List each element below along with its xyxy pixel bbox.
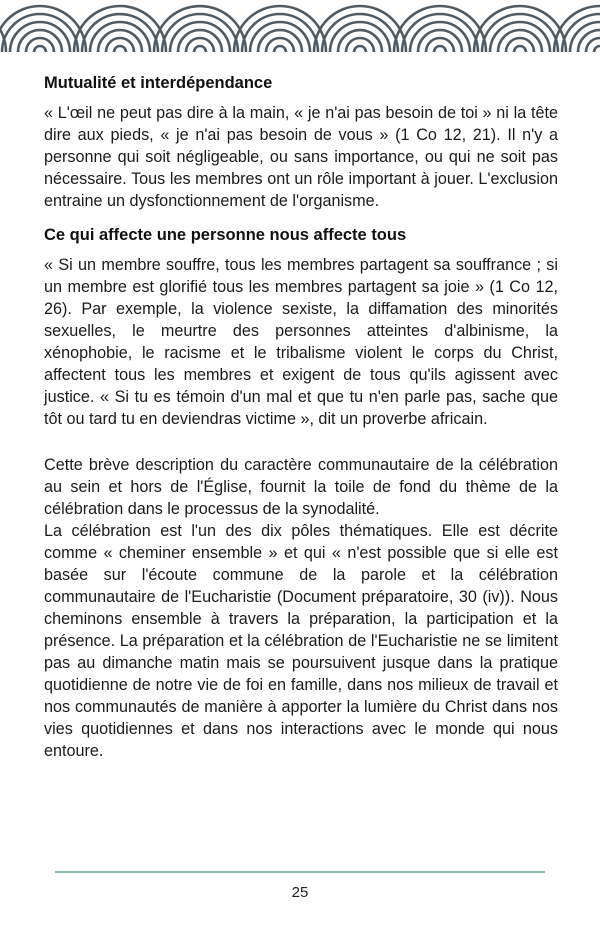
pattern-arc <box>98 30 142 52</box>
decorative-header-pattern <box>0 0 600 52</box>
pattern-arc <box>178 30 222 52</box>
pattern-arc <box>354 46 366 52</box>
pattern-arc <box>34 46 46 52</box>
pattern-arc <box>498 30 542 52</box>
pattern-arc <box>594 46 600 52</box>
section-heading-affecte: Ce qui affecte une personne nous affecte tous <box>44 226 407 244</box>
section-text-mutualite: « L'œil ne peut pas dire à la main, « je n'ai pas besoin de toi » ni la tête dire aux pieds, « je n'ai pas besoin de vous » (1 Co 12, 21). Il n'y a personne qui soit négligeable, ou sans importance, ou qui ne soit pas nécessaire. Tous les membres ont un rôle important à jouer. L'exclusion entraine un dysfonctionnement de l'organisme. <box>44 104 558 210</box>
pattern-arc <box>338 30 382 52</box>
pattern-arc <box>18 30 62 52</box>
closing-paragraph-2: La célébration est l'un des dix pôles thématiques. Elle est décrite comme « cheminer ensemble » et qui « n'est possible que si elle est basée sur l'écoute commune de la parole et la célébration communautaire de l'Eucharistie (Document préparatoire, 30 (iv)). Nous cheminons ensemble à travers la préparation, la participation et la présence. La préparation et la célébration de l'Eucharistie ne se limitent pas au dimanche matin mais se poursuivent jusque dans la pratique quotidienne de notre vie de foi en famille, dans nos milieux de travail et nos communautés de manière à apporter la lumière du Christ dans nos vies quotidiennes et dans nos interactions avec le monde qui nous entoure. <box>44 522 558 760</box>
pattern-arc <box>418 30 462 52</box>
concentric-arcs-pattern <box>0 0 600 52</box>
pattern-arc <box>434 46 446 52</box>
pattern-arc <box>114 46 126 52</box>
footer-rule <box>55 871 545 873</box>
pattern-arc <box>194 46 206 52</box>
section-heading-mutualite: Mutualité et interdépendance <box>44 74 273 92</box>
pattern-arc <box>578 30 600 52</box>
section-text-affecte: « Si un membre souffre, tous les membres partagent sa souffrance ; si un membre est glorifié tous les membres partagent sa joie » (1 Co 12, 26). Par exemple, la violence sexiste, la diffamation des minorités sexuelles, le meurtre des personnes atteintes d'albinisme, la xénophobie, le racisme et le tribalisme violent le corps du Christ, affectent tous les membres et exigent de tous qu'ils agissent avec justice. « Si tu es témoin d'un mal et que tu n'en parle pas, sache que tôt ou tard tu en deviendras victime », dit un proverbe africain. <box>44 256 558 428</box>
pattern-arc <box>274 46 286 52</box>
pattern-arc <box>554 6 600 52</box>
page-content <box>44 72 558 762</box>
pattern-arc <box>514 46 526 52</box>
closing-paragraph-1: Cette brève description du caractère communautaire de la célébration au sein et hors de l'Église, fournit la toile de fond du thème de la célébration dans le processus de la synodalité. <box>44 456 558 518</box>
pattern-arc <box>258 30 302 52</box>
page-number: 25 <box>291 884 309 901</box>
